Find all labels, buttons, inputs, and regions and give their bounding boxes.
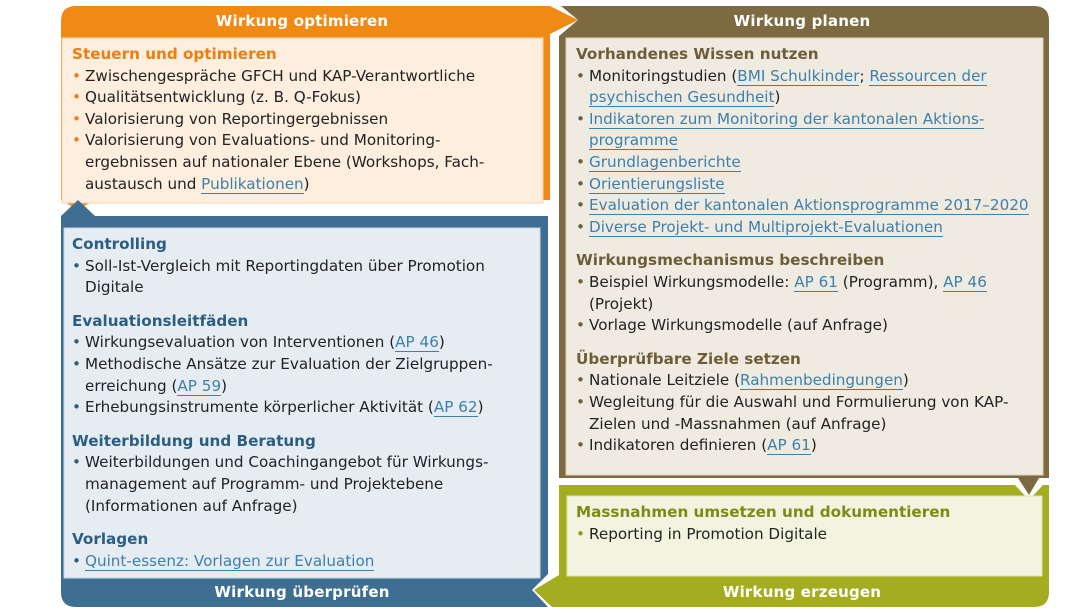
list-item <box>576 370 1034 392</box>
item-text: Monitoringstudien ( <box>589 66 738 85</box>
list-item <box>72 354 530 397</box>
item-text: Soll-Ist-Vergleich mit Reportingdaten über Promotion Digitale <box>85 256 485 297</box>
item-text: ) <box>902 371 909 390</box>
item-text: Wegleitung für die Auswahl und Formulierung von KAP-Zielen und -Massnahmen (auf Anfrage) <box>589 392 1009 433</box>
list-item <box>576 174 1034 196</box>
label-wirkung-optimieren: Wirkung optimieren <box>215 12 389 30</box>
list-item <box>576 217 1034 239</box>
panel-wirkung-optimieren <box>62 38 542 203</box>
item-text: ) <box>438 333 445 352</box>
item-text: (Projekt) <box>589 294 654 313</box>
item-text: Wirkungsevaluation von Interventionen ( <box>85 333 396 352</box>
link-ressourcen-der-psychischen-gesundheit[interactable]: Ressourcen der psychischen Gesundheit <box>589 66 987 107</box>
item-text: Vorlage Wirkungsmodelle (auf Anfrage) <box>589 316 888 335</box>
item-text: ; <box>859 66 870 85</box>
list-item <box>72 256 530 299</box>
section-heading-evaluationsleitfaeden: Evaluationsleitfäden <box>72 311 249 330</box>
section-heading-massnahmen-umsetzen-und-dokumentieren: Massnahmen umsetzen und dokumentieren <box>576 503 951 521</box>
item-text: Indikatoren definieren ( <box>589 436 768 455</box>
list-item <box>576 435 1034 457</box>
link-ap-46[interactable]: AP 46 <box>943 272 987 291</box>
list-item <box>72 397 530 419</box>
item-text: ) <box>810 436 817 455</box>
bullet-list <box>72 551 530 573</box>
bullet-list <box>576 524 1034 546</box>
section-heading-controlling: Controlling <box>72 235 167 253</box>
link-quint-essenz-vorlagen-zur-evaluation[interactable]: Quint-essenz: Vorlagen zur Evaluation <box>85 551 375 570</box>
label-wirkung-planen: Wirkung planen <box>733 12 871 30</box>
list-item <box>576 392 1034 435</box>
panel-wirkung-ueberpruefen <box>62 228 540 578</box>
item-text: ) <box>477 398 484 417</box>
item-text: Erhebungsinstrumente körperlicher Aktivität ( <box>85 398 434 417</box>
list-item <box>72 332 530 354</box>
label-wirkung-erzeugen: Wirkung erzeugen <box>722 583 882 601</box>
bullet-list <box>72 256 530 299</box>
item-text: ) <box>774 88 781 107</box>
list-item <box>72 109 532 131</box>
list-item <box>72 66 532 88</box>
link-ap-61[interactable]: AP 61 <box>794 272 838 291</box>
list-item <box>72 452 530 517</box>
list-item <box>72 87 532 109</box>
item-text: Valorisierung von Reportingergebnissen <box>85 109 389 128</box>
bullet-list <box>72 452 530 517</box>
list-item <box>72 551 530 573</box>
link-indikatoren-zum-monitoring-der-kantonalen-aktions-programme[interactable]: Indikatoren zum Monitoring der kantonalen Aktions-programme <box>589 109 985 150</box>
item-text: Nationale Leitziele ( <box>589 371 741 390</box>
bullet-list <box>72 332 530 418</box>
section-heading-weiterbildung-und-beratung: Weiterbildung und Beratung <box>72 431 316 450</box>
panel-wirkung-erzeugen <box>566 496 1044 576</box>
link-ap-59[interactable]: AP 59 <box>177 376 222 395</box>
bullet-list <box>576 66 1034 239</box>
section-heading-ueberpruefbare-ziele-setzen: Überprüfbare Ziele setzen <box>576 349 801 368</box>
item-text: ) <box>221 376 228 395</box>
bullet-list <box>576 272 1034 337</box>
link-orientierungsliste[interactable]: Orientierungsliste <box>589 174 725 193</box>
link-ap-46[interactable]: AP 46 <box>395 333 439 352</box>
section-heading-steuern-und-optimieren: Steuern und optimieren <box>72 45 277 63</box>
bullet-list <box>576 370 1034 456</box>
item-text: (Programm), <box>837 272 944 291</box>
link-bmi-schulkinder[interactable]: BMI Schulkinder <box>737 66 860 85</box>
item-text: Weiterbildungen und Coachingangebot für Wirkungs-management auf Programm- und Projektebene (Informationen auf Anfrage) <box>85 453 489 515</box>
link-ap-61[interactable]: AP 61 <box>767 436 811 455</box>
list-item <box>576 152 1034 174</box>
list-item <box>576 195 1034 217</box>
item-text: ) <box>303 174 310 193</box>
list-item <box>72 130 532 195</box>
link-evaluation-der-kantonalen-aktionsprogramme-2017-2020[interactable]: Evaluation der kantonalen Aktionsprogramme 2017–2020 <box>589 196 1029 215</box>
item-text: Methodische Ansätze zur Evaluation der Zielgruppen-erreichung ( <box>85 354 493 395</box>
list-item <box>576 315 1034 337</box>
section-heading-vorhandenes-wissen-nutzen: Vorhandenes Wissen nutzen <box>576 45 819 63</box>
list-item <box>576 524 1034 546</box>
link-ap-62[interactable]: AP 62 <box>433 398 478 417</box>
list-item <box>576 66 1034 109</box>
bullet-list <box>72 66 532 196</box>
list-item <box>576 109 1034 152</box>
item-text: Valorisierung von Evaluations- und Monitoring-ergebnissen auf nationaler Ebene (Workshops, Fach-austausch und <box>85 131 485 193</box>
section-heading-wirkungsmechanismus-beschreiben: Wirkungsmechanismus beschreiben <box>576 251 885 270</box>
list-item <box>576 272 1034 315</box>
label-wirkung-ueberpruefen: Wirkung überprüfen <box>214 583 390 601</box>
item-text: Zwischengespräche GFCH und KAP-Verantwortliche <box>85 66 476 85</box>
item-text: Beispiel Wirkungsmodelle: <box>589 272 795 291</box>
link-grundlagenberichte[interactable]: Grundlagenberichte <box>589 152 741 171</box>
item-text: Reporting in Promotion Digitale <box>589 524 828 543</box>
panel-wirkung-planen <box>566 38 1044 475</box>
link-publikationen[interactable]: Publikationen <box>201 174 304 193</box>
link-rahmenbedingungen[interactable]: Rahmenbedingungen <box>740 371 903 390</box>
section-heading-vorlagen: Vorlagen <box>72 530 149 549</box>
item-text: Qualitätsentwicklung (z. B. Q-Fokus) <box>85 88 361 107</box>
link-diverse-projekt-und-multiprojekt-evaluationen[interactable]: Diverse Projekt- und Multiprojekt-Evaluationen <box>589 217 943 236</box>
